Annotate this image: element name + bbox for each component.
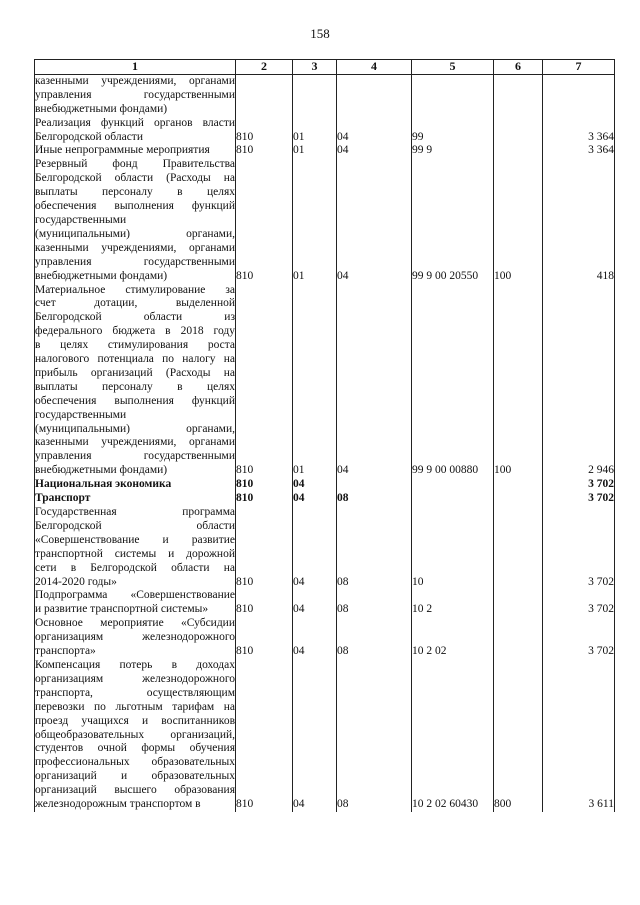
row-name-line: 2014-2020 годы»	[35, 575, 117, 588]
cell-c7: 2 946	[543, 284, 615, 479]
cell-c5: 99 9 00 20550	[412, 158, 494, 283]
cell-c6	[494, 492, 543, 506]
row-name-line: организаций высшего образования	[35, 784, 235, 797]
cell-c5: 10	[412, 506, 494, 589]
row-name	[35, 617, 236, 659]
cell-c2: 810	[236, 158, 293, 283]
row-name	[35, 284, 236, 479]
cell-c6	[494, 617, 543, 659]
cell-c5: 10 2 02	[412, 617, 494, 659]
cell-c3: 04	[293, 478, 337, 492]
table-row	[35, 158, 615, 283]
row-name-line: (муниципальными) органами,	[35, 227, 235, 240]
column-header: 3	[293, 60, 337, 75]
cell-c6	[494, 478, 543, 492]
row-name-line: федерального бюджета в 2018 году	[35, 325, 235, 338]
table-body	[35, 74, 615, 812]
cell-c3: 04	[293, 589, 337, 617]
cell-c3: 04	[293, 506, 337, 589]
cell-c4	[337, 74, 412, 116]
cell-c7: 3 702	[543, 492, 615, 506]
cell-c3	[293, 74, 337, 116]
row-name-line: выплаты персоналу в целях	[35, 380, 235, 393]
row-name-line: прибыль организаций (Расходы на	[35, 366, 235, 379]
row-name-line: государственными	[35, 408, 127, 421]
cell-c6	[494, 144, 543, 158]
row-name	[35, 659, 236, 812]
row-name-line: казенными учреждениями, органами	[35, 436, 235, 449]
cell-c6	[494, 74, 543, 116]
cell-c3: 01	[293, 144, 337, 158]
row-name-line: налогового потенциала по налогу на	[35, 353, 235, 366]
row-name-line: обеспечения выполнения функций	[35, 200, 235, 213]
cell-c7: 418	[543, 158, 615, 283]
cell-c7	[543, 74, 615, 116]
row-name-line: транспорта»	[35, 645, 96, 658]
row-name-line: организациям железнодорожного	[35, 672, 235, 685]
cell-c3: 04	[293, 659, 337, 812]
table-row	[35, 492, 615, 506]
cell-c7: 3 702	[543, 506, 615, 589]
row-name-line: организациям железнодорожного	[35, 631, 235, 644]
row-name-line: Компенсация потерь в доходах	[35, 658, 235, 671]
row-name	[35, 492, 236, 506]
table-row	[35, 506, 615, 589]
cell-c7: 3 611	[543, 659, 615, 812]
cell-c5: 10 2 02 60430	[412, 659, 494, 812]
table-header-row	[35, 60, 615, 75]
row-name-line: Подпрограмма «Совершенствование	[35, 589, 235, 602]
cell-c4: 08	[337, 492, 412, 506]
row-name-line: общеобразовательных организаций,	[35, 728, 235, 741]
cell-c2: 810	[236, 659, 293, 812]
row-name-line: Транспорт	[35, 492, 91, 505]
table-row	[35, 117, 615, 145]
row-name-line: сети в Белгородской области на	[35, 561, 235, 574]
cell-c5	[412, 492, 494, 506]
row-name-line: Резервный фонд Правительства	[35, 158, 235, 171]
row-name-line: транспорта, осуществляющим	[35, 686, 235, 699]
table-row	[35, 284, 615, 479]
cell-c5	[412, 478, 494, 492]
row-name-line: Белгородской области	[35, 130, 143, 143]
row-name-line: организаций и образовательных	[35, 770, 235, 783]
cell-c6	[494, 589, 543, 617]
row-name-line: внебюджетными фондами)	[35, 102, 168, 115]
cell-c6	[494, 506, 543, 589]
cell-c2	[236, 74, 293, 116]
row-name-line: управления государственными	[35, 450, 235, 463]
row-name-line: транспортной системы и дорожной	[35, 547, 235, 560]
cell-c7: 3 364	[543, 117, 615, 145]
cell-c7: 3 702	[543, 617, 615, 659]
cell-c7: 3 702	[543, 478, 615, 492]
row-name-line: перевозки по льготным тарифам на	[35, 700, 235, 713]
row-name-line: счет дотации, выделенной	[35, 297, 235, 310]
row-name	[35, 506, 236, 589]
table-row	[35, 478, 615, 492]
cell-c4: 08	[337, 506, 412, 589]
column-header: 6	[494, 60, 543, 75]
cell-c4: 08	[337, 659, 412, 812]
cell-c2: 810	[236, 284, 293, 479]
cell-c4: 04	[337, 144, 412, 158]
cell-c6	[494, 117, 543, 145]
cell-c7: 3 364	[543, 144, 615, 158]
row-name-line: и развитие транспортной системы»	[35, 603, 209, 616]
table-row	[35, 617, 615, 659]
row-name-line: управления государственными	[35, 88, 235, 101]
row-name-line: в целях стимулирования роста	[35, 339, 235, 352]
table-row	[35, 659, 615, 812]
row-name-line: Иные непрограммные мероприятия	[35, 144, 210, 157]
table-row	[35, 74, 615, 116]
cell-c2: 810	[236, 478, 293, 492]
cell-c5: 10 2	[412, 589, 494, 617]
row-name-line: Белгородской области	[35, 519, 235, 532]
cell-c5: 99 9 00 00880	[412, 284, 494, 479]
row-name	[35, 144, 236, 158]
cell-c2: 810	[236, 144, 293, 158]
cell-c3: 01	[293, 284, 337, 479]
cell-c5: 99	[412, 117, 494, 145]
row-name-line: Материальное стимулирование за	[35, 283, 235, 296]
row-name-line: Реализация функций органов власти	[35, 116, 235, 129]
cell-c4: 04	[337, 284, 412, 479]
cell-c6: 100	[494, 284, 543, 479]
row-name-line: казенными учреждениями, органами	[35, 74, 235, 87]
row-name-line: Национальная экономика	[35, 478, 172, 491]
row-name-line: Основное мероприятие «Субсидии	[35, 617, 235, 630]
column-header: 4	[337, 60, 412, 75]
row-name-line: Белгородской области (Расходы на	[35, 172, 235, 185]
cell-c3: 01	[293, 117, 337, 145]
cell-c4	[337, 478, 412, 492]
row-name	[35, 158, 236, 283]
cell-c4: 04	[337, 158, 412, 283]
column-header: 1	[35, 60, 236, 75]
row-name-line: студентов очной формы обучения	[35, 742, 235, 755]
cell-c4: 08	[337, 617, 412, 659]
cell-c2: 810	[236, 117, 293, 145]
cell-c2: 810	[236, 617, 293, 659]
cell-c6: 800	[494, 659, 543, 812]
row-name-line: проезд учащихся и воспитанников	[35, 714, 235, 727]
row-name	[35, 117, 236, 145]
row-name-line: железнодорожным транспортом в	[35, 798, 201, 811]
cell-c2: 810	[236, 492, 293, 506]
table-row	[35, 589, 615, 617]
row-name	[35, 478, 236, 492]
table-row	[35, 144, 615, 158]
row-name-line: Белгородской области из	[35, 311, 235, 324]
column-header: 7	[543, 60, 615, 75]
row-name-line: Государственная программа	[35, 506, 235, 518]
row-name-line: внебюджетными фондами)	[35, 269, 168, 282]
cell-c5: 99 9	[412, 144, 494, 158]
column-header: 5	[412, 60, 494, 75]
row-name-line: управления государственными	[35, 255, 235, 268]
column-header: 2	[236, 60, 293, 75]
row-name	[35, 589, 236, 617]
cell-c3: 01	[293, 158, 337, 283]
row-name	[35, 74, 236, 116]
row-name-line: профессиональных образовательных	[35, 756, 235, 769]
row-name-line: казенными учреждениями, органами	[35, 241, 235, 254]
cell-c4: 08	[337, 589, 412, 617]
row-name-line: обеспечения выполнения функций	[35, 394, 235, 407]
cell-c3: 04	[293, 492, 337, 506]
cell-c4: 04	[337, 117, 412, 145]
cell-c2: 810	[236, 506, 293, 589]
row-name-line: выплаты персоналу в целях	[35, 186, 235, 199]
cell-c7: 3 702	[543, 589, 615, 617]
row-name-line: (муниципальными) органами,	[35, 422, 235, 435]
budget-table	[34, 59, 615, 812]
cell-c5	[412, 74, 494, 116]
cell-c3: 04	[293, 617, 337, 659]
row-name-line: внебюджетными фондами)	[35, 464, 168, 477]
cell-c6: 100	[494, 158, 543, 283]
row-name-line: государственными	[35, 213, 127, 226]
cell-c2: 810	[236, 589, 293, 617]
page-number: 158	[310, 26, 330, 41]
row-name-line: «Совершенствование и развитие	[35, 533, 235, 546]
